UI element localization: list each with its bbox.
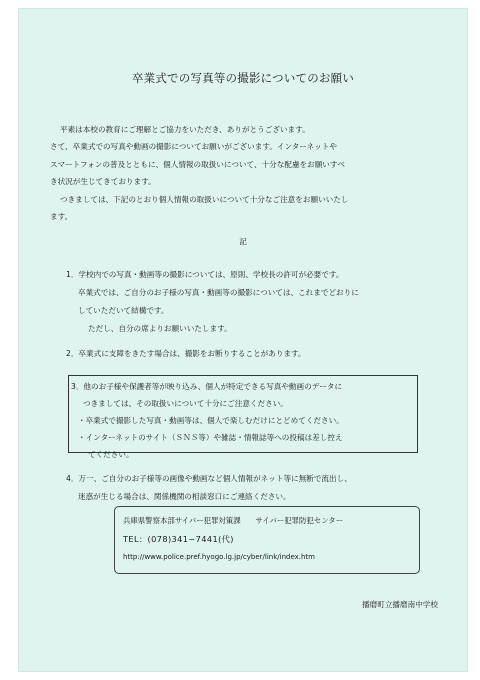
contact-org: 兵庫県警察本部サイバー犯罪対策課 サイバー犯罪防犯センター <box>123 516 344 525</box>
item-3-line: ・インターネットのサイト（ＳＮＳ等）や雑誌・情報誌等への投稿は差し控え <box>78 433 343 442</box>
notice-title: 卒業式での写真等の撮影についてのお願い <box>131 71 355 85</box>
intro-line: き状況が生じてきております。 <box>50 177 156 186</box>
intro-line: 平素は本校の教育にご理解とご協力をいただき、ありがとうございます。 <box>60 125 310 134</box>
item-3-line: つきましては、その取扱いについて十分にご注意ください。 <box>83 399 288 408</box>
intro-line: さて、卒業式での写真や動画の撮影についてお願いがございます。インターネットや <box>50 142 337 151</box>
item-3-line: 3．他のお子様や保護者等が映り込み、個人が特定できる写真や動画のデータに <box>71 382 343 391</box>
item-4-line: 迷惑が生じる場合は、関係機関の相談窓口にご連絡ください。 <box>78 492 291 501</box>
item-3-line: てください。 <box>88 450 134 459</box>
intro-line: スマートフォンの普及とともに、個人情報の取扱いについて、十分な配慮をお願いすべ <box>50 160 345 169</box>
contact-url-link[interactable]: http://www.police.pref.hyogo.lg.jp/cyber/link/index.htm <box>123 553 315 561</box>
contact-box <box>114 506 420 574</box>
item-1-line: 1．学校内での写真・動画等の撮影については、原則、学校長の許可が必要です。 <box>66 270 344 279</box>
notice-sheet <box>18 8 468 672</box>
item-3-line: ・卒業式で撮影した写真・動画等は、個人で楽しむだけにとどめてください。 <box>78 416 344 425</box>
school-name: 播磨町立播磨南中学校 <box>362 600 438 609</box>
item-1-line: ただし、自分の席よりお願いいたします。 <box>88 324 232 333</box>
item-1-line: 卒業式では、ご自分のお子様の写真・動画等の撮影については、これまでどおりに <box>78 288 359 297</box>
item-1-line: していただいて結構です。 <box>78 306 169 315</box>
item-2: 2．卒業式に支障をきたす場合は、撮影をお断りすることがあります。 <box>66 349 306 358</box>
intro-line: つきましては、下記のとおり個人情報の取扱いについて十分なご注意をお願いいたし <box>60 195 349 204</box>
contact-tel: TEL：(078)341−7441(代) <box>123 534 234 544</box>
item-4-line: 4．万一、ご自分のお子様等の画像や動画など個人情報がネット等に無断で流出し、 <box>66 474 352 483</box>
intro-line: ます。 <box>50 212 73 221</box>
ki-heading: 記 <box>239 237 247 246</box>
